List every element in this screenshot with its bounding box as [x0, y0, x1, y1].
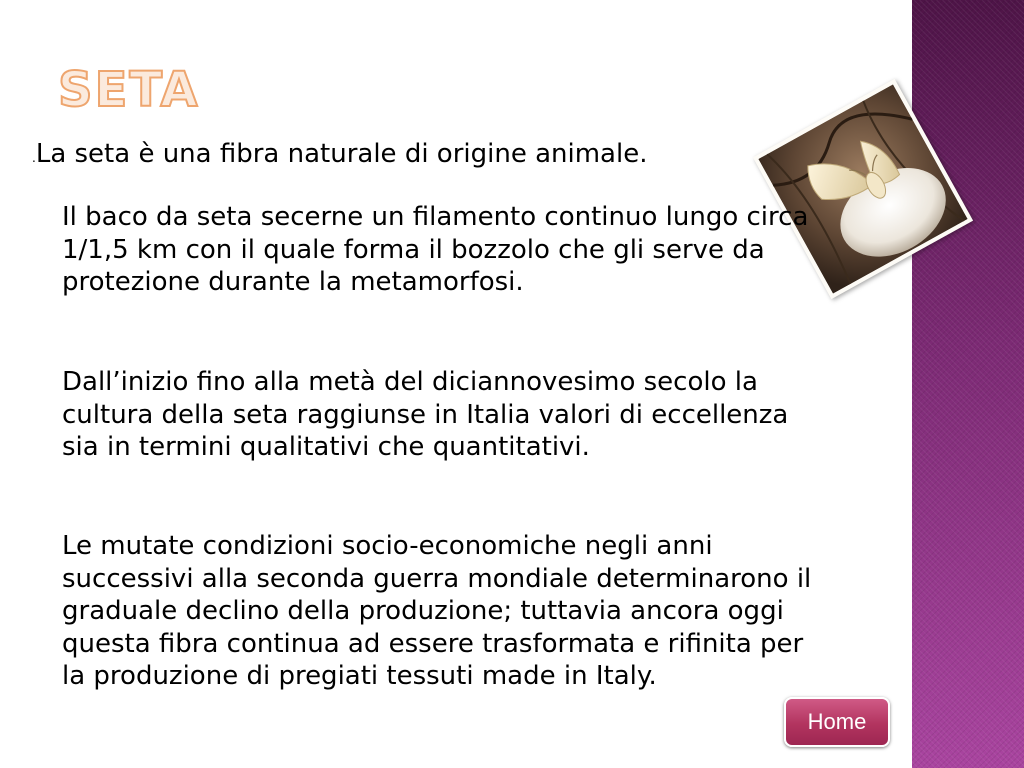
decorative-sidebar: [912, 0, 1024, 768]
intro-text: La seta è una fibra naturale di origine animale.: [35, 139, 648, 169]
paragraph-decline: Le mutate condizioni socio-economiche negli anni successivi alla seconda guerra mondiale determinarono il graduale declino della produzione; tuttavia ancora oggi questa fibra continua ad essere trasformata e rifinita per la produzione di pregiati tessuti made in Italy.: [62, 531, 812, 691]
paragraph-silkworm: Il baco da seta secerne un filamento continuo lungo circa 1/1,5 km con il quale forma il bozzolo che gli serve da protezione durante la metamorfosi.: [62, 202, 809, 297]
home-button[interactable]: Home: [784, 697, 890, 747]
paragraph-history: Dall’inizio fino alla metà del diciannovesimo secolo la cultura della seta raggiunse in Italia valori di eccellenza sia in termini qualitativi che quantitativi.: [62, 367, 789, 462]
bullet-mark: .: [32, 151, 36, 165]
intro-line: [32, 138, 647, 174]
slide-title: SETA: [58, 62, 200, 118]
